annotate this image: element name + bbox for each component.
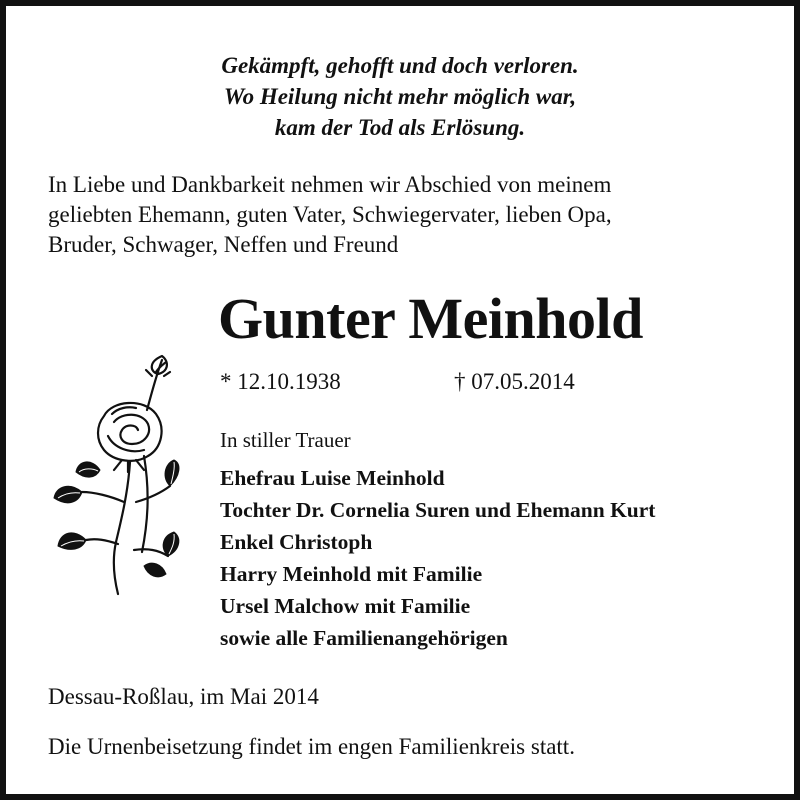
intro-line: In Liebe und Dankbarkeit nehmen wir Abschied von meinem — [48, 172, 612, 197]
deceased-name: Gunter Meinhold — [218, 286, 643, 351]
mourner-line: Tochter Dr. Cornelia Suren und Ehemann Kurt — [220, 498, 656, 522]
mourning-label: In stiller Trauer — [220, 428, 351, 452]
mourner-line: Harry Meinhold mit Familie — [220, 562, 483, 586]
mourner-line: sowie alle Familienangehörigen — [220, 626, 508, 650]
mourners-list — [220, 462, 655, 654]
motto-verse — [6, 50, 794, 143]
death-date: † 07.05.2014 — [454, 369, 575, 394]
intro-line: geliebten Ehemann, guten Vater, Schwiegervater, lieben Opa, — [48, 202, 612, 227]
mourner-line: Ehefrau Luise Meinhold — [220, 466, 445, 490]
mourner-line: Ursel Malchow mit Familie — [220, 594, 471, 618]
mourner-line: Enkel Christoph — [220, 530, 373, 554]
intro-text — [48, 170, 764, 260]
funeral-note: Die Urnenbeisetzung findet im engen Familienkreis statt. — [48, 734, 575, 759]
motto-line: Wo Heilung nicht mehr möglich war, — [223, 84, 577, 109]
intro-line: Bruder, Schwager, Neffen und Freund — [48, 232, 399, 257]
motto-line: kam der Tod als Erlösung. — [274, 115, 526, 140]
motto-line: Gekämpft, gehofft und doch verloren. — [221, 53, 579, 78]
rose-icon — [52, 352, 182, 602]
birth-date: * 12.10.1938 — [220, 369, 341, 394]
place-date: Dessau-Roßlau, im Mai 2014 — [48, 684, 319, 709]
